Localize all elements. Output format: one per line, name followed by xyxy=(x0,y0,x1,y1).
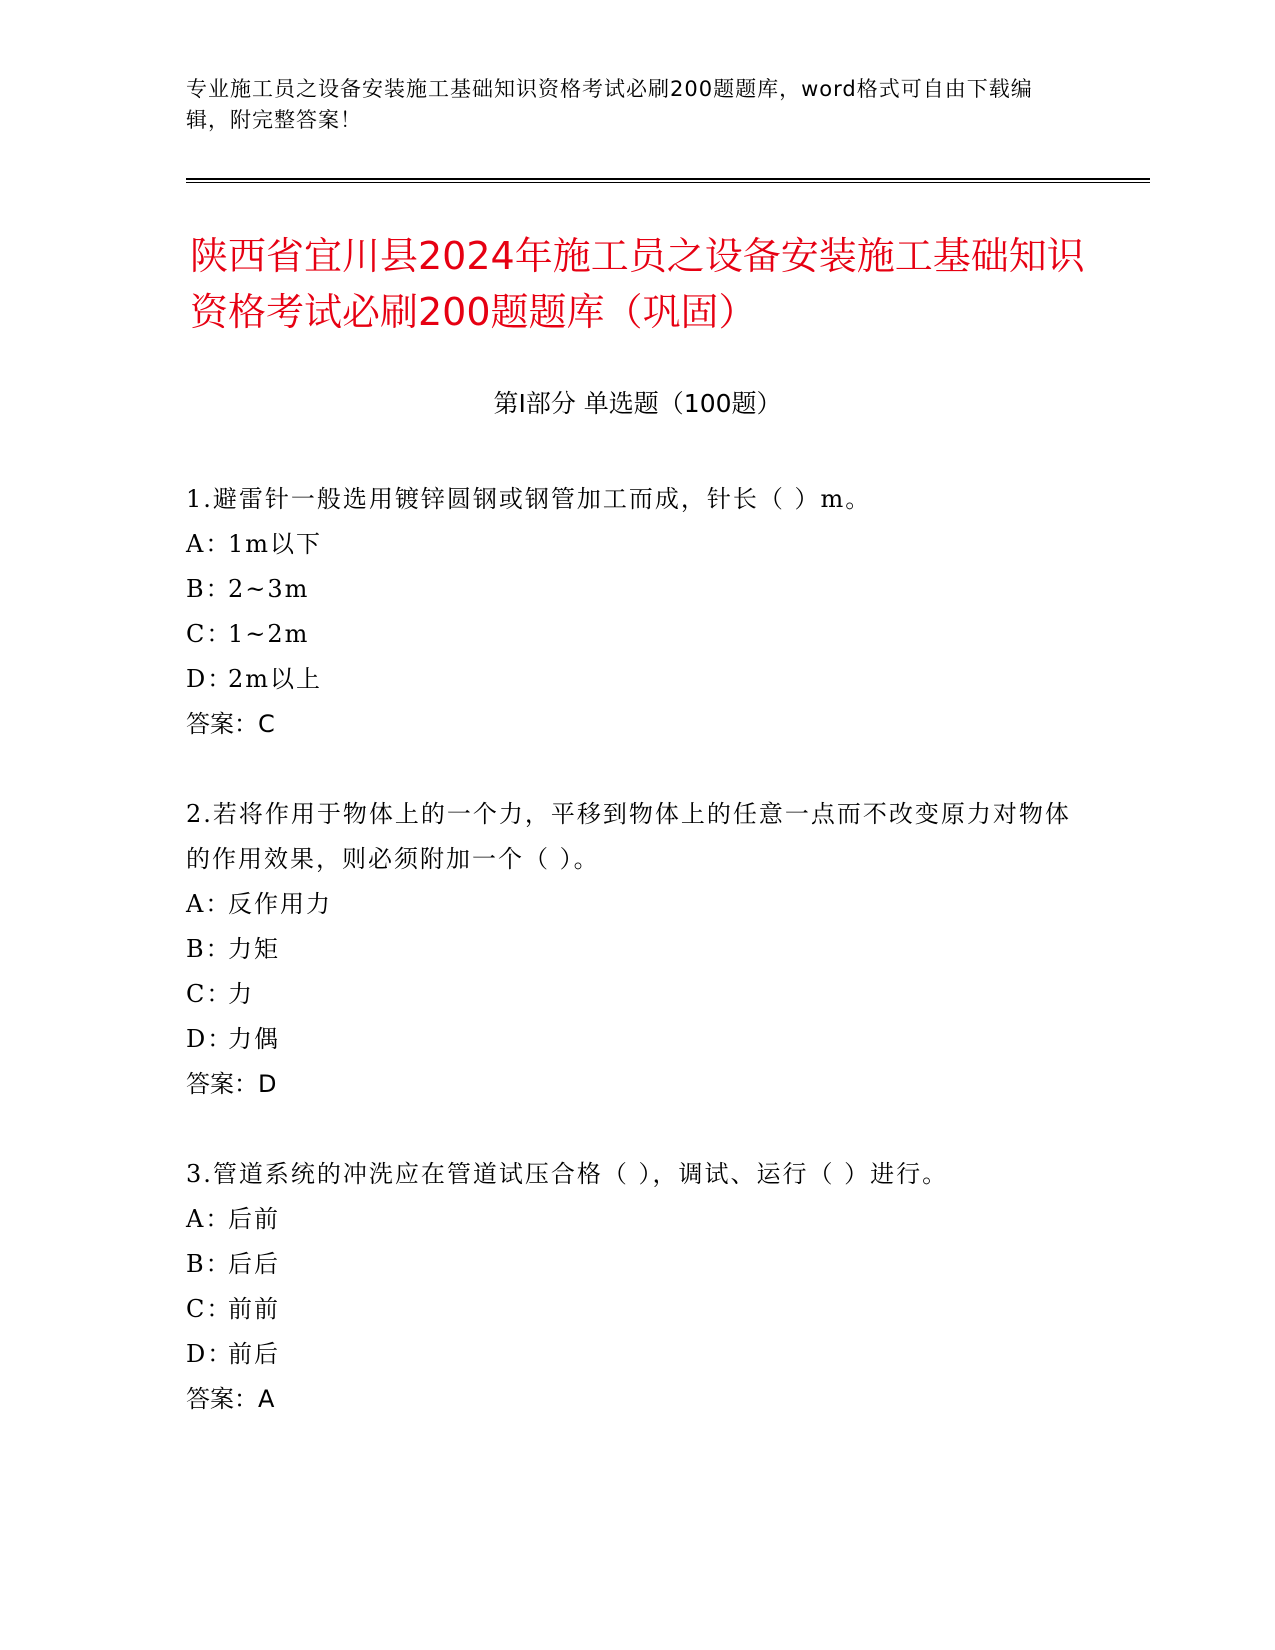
option-key: C： xyxy=(186,980,233,1008)
question-list xyxy=(186,477,1086,1467)
option-key: A： xyxy=(186,890,232,918)
option-text: 力矩 xyxy=(228,935,280,963)
answer-line xyxy=(186,702,1086,747)
option-b xyxy=(186,567,1086,612)
option-text: 2~3m xyxy=(228,575,310,603)
question-3 xyxy=(186,1152,1086,1422)
answer-label: 答案： xyxy=(186,1385,258,1413)
option-text: 力 xyxy=(228,980,254,1008)
option-c xyxy=(186,972,1086,1017)
option-key: C： xyxy=(186,620,233,648)
option-b xyxy=(186,1242,1086,1287)
option-key: C： xyxy=(186,1295,233,1323)
option-a xyxy=(186,522,1086,567)
question-stem: 3.管道系统的冲洗应在管道试压合格（ ），调试、运行（ ）进行。 xyxy=(186,1160,949,1188)
option-c xyxy=(186,1287,1086,1332)
question-2 xyxy=(186,792,1086,1107)
option-key: A： xyxy=(186,1205,232,1233)
option-key: D： xyxy=(186,1340,234,1368)
document-title: 陕西省宜川县2024年施工员之设备安装施工基础知识资格考试必刷200题题库（巩固） xyxy=(190,234,1085,334)
option-a xyxy=(186,882,1086,927)
header-rule-thick xyxy=(186,178,1150,180)
option-text: 后后 xyxy=(228,1250,280,1278)
question-1 xyxy=(186,477,1086,747)
option-key: A： xyxy=(186,530,232,558)
option-key: B： xyxy=(186,935,232,963)
option-d xyxy=(186,1332,1086,1377)
option-key: B： xyxy=(186,1250,232,1278)
answer-label: 答案： xyxy=(186,710,258,738)
option-text: 2m以上 xyxy=(228,665,323,693)
option-text: 1m以下 xyxy=(228,530,323,558)
answer-value: D xyxy=(258,1070,277,1098)
answer-value: C xyxy=(258,710,275,738)
option-text: 前前 xyxy=(228,1295,280,1323)
option-text: 反作用力 xyxy=(228,890,332,918)
option-key: D： xyxy=(186,1025,234,1053)
option-c xyxy=(186,612,1086,657)
answer-line xyxy=(186,1062,1086,1107)
option-key: D： xyxy=(186,665,234,693)
header-rule-thin xyxy=(186,182,1150,183)
option-d xyxy=(186,1017,1086,1062)
option-b xyxy=(186,927,1086,972)
section-title: 第I部分 单选题（100题） xyxy=(493,389,782,418)
option-d xyxy=(186,657,1086,702)
option-text: 1~2m xyxy=(228,620,310,648)
option-a xyxy=(186,1197,1086,1242)
question-stem: 1.避雷针一般选用镀锌圆钢或钢管加工而成，针长（ ）m。 xyxy=(186,485,872,513)
option-text: 前后 xyxy=(228,1340,280,1368)
answer-line xyxy=(186,1377,1086,1422)
answer-value: A xyxy=(258,1385,275,1413)
option-key: B： xyxy=(186,575,232,603)
option-text: 力偶 xyxy=(228,1025,280,1053)
header-note: 专业施工员之设备安装施工基础知识资格考试必刷200题题库，word格式可自由下载编辑，附完整答案！ xyxy=(186,77,1033,132)
option-text: 后前 xyxy=(228,1205,280,1233)
answer-label: 答案： xyxy=(186,1070,258,1098)
question-stem: 2.若将作用于物体上的一个力，平移到物体上的任意一点而不改变原力对物体的作用效果，则必须附加一个（ ）。 xyxy=(186,800,1071,873)
